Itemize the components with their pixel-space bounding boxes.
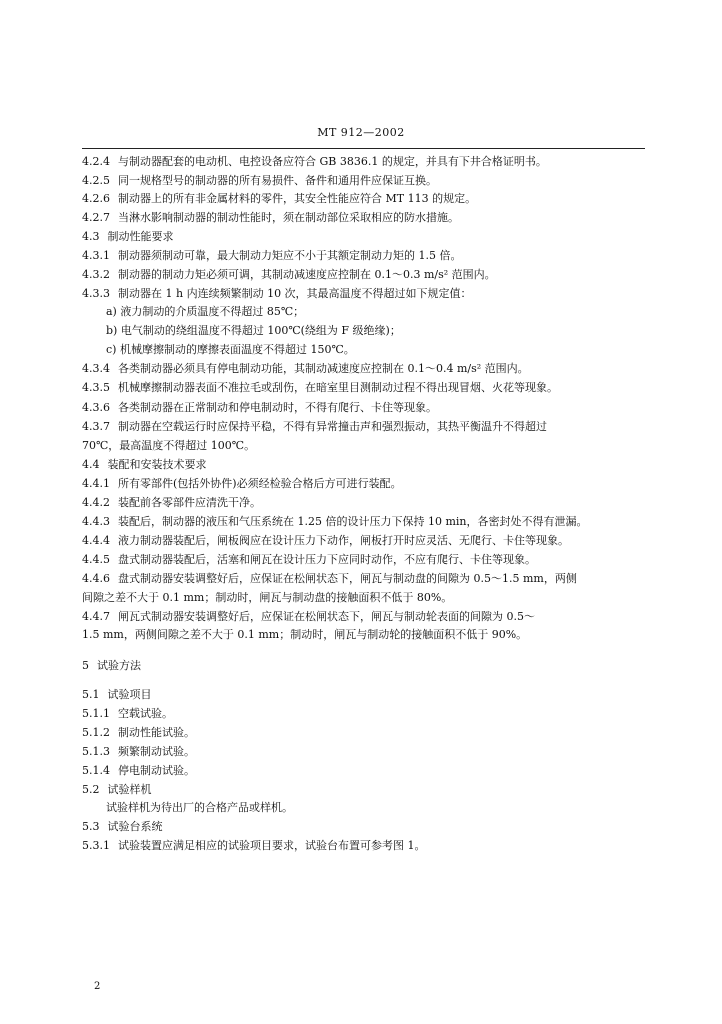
text-line xyxy=(106,324,401,338)
clause-text: 制动器的制动力矩必须可调，其制动减速度应控制在 0.1～0.3 m/s² 范围内。 xyxy=(118,268,496,281)
text-line xyxy=(106,343,355,357)
text-line xyxy=(82,534,569,548)
text-line xyxy=(82,362,529,376)
text-line xyxy=(82,688,152,702)
clause-text: 制动器在空载运行时应保持平稳，不得有异常撞击声和强烈振动，其热平衡温升不得超过 xyxy=(118,420,547,433)
clause-text: 装配后，制动器的液压和气压系统在 1.25 倍的设计压力下保持 10 min，各密封处不得有泄漏。 xyxy=(118,515,588,528)
clause-text: 试验装置应满足相应的试验项目要求，试验台布置可参考图 1。 xyxy=(118,839,426,852)
clause-number: 5.1.4 xyxy=(82,764,110,777)
clause-number: 4.4.1 xyxy=(82,477,110,490)
clause-number: 4.2.7 xyxy=(82,211,110,224)
clause-text: b) 电气制动的绕组温度不得超过 100℃(绕组为 F 级绝缘)； xyxy=(106,324,401,337)
text-line xyxy=(82,458,207,472)
clause-number: 4.4.2 xyxy=(82,496,110,509)
clause-number: 5.1.1 xyxy=(82,707,110,720)
text-line xyxy=(82,839,426,853)
text-line xyxy=(82,268,496,282)
text-line xyxy=(106,305,304,319)
clause-number: 4.4.6 xyxy=(82,572,110,585)
clause-number: 5 xyxy=(82,659,89,672)
clause-text: 闸瓦式制动器安装调整好后，应保证在松闸状态下，闸瓦与制动轮表面的间隙为 0.5～ xyxy=(118,610,535,623)
clause-number: 5.3 xyxy=(82,820,100,833)
clause-text: 试验样机 xyxy=(107,783,152,796)
clause-number: 5.3.1 xyxy=(82,839,110,852)
text-line xyxy=(82,230,174,244)
header-rule xyxy=(82,148,645,149)
clause-number: 4.2.5 xyxy=(82,174,110,187)
clause-number: 4.3.2 xyxy=(82,268,110,281)
text-line xyxy=(82,726,195,740)
text-line xyxy=(82,155,547,169)
clause-text: 停电制动试验。 xyxy=(118,764,195,777)
clause-text: 所有零部件(包括外协件)必须经检验合格后方可进行装配。 xyxy=(118,477,402,490)
clause-text: 试验样机为待出厂的合格产品或样机。 xyxy=(106,801,293,814)
clause-text: 试验台系统 xyxy=(107,820,163,833)
text-line xyxy=(82,381,558,395)
clause-text: 各类制动器在正常制动和停电制动时，不得有爬行、卡住等现象。 xyxy=(118,401,437,414)
clause-text: 制动器须制动可靠，最大制动力矩应不小于其额定制动力矩的 1.5 倍。 xyxy=(118,249,462,262)
clause-text: 盘式制动器安装调整好后，应保证在松闸状态下，闸瓦与制动盘的间隙为 0.5～1.5 mm，两侧 xyxy=(118,572,577,585)
text-line xyxy=(82,610,535,624)
clause-number: 5.1.2 xyxy=(82,726,110,739)
clause-number: 4.3 xyxy=(82,230,100,243)
clause-text: 制动性能要求 xyxy=(107,230,174,243)
clause-text: 间隙之差不大于 0.1 mm；制动时，闸瓦与制动盘的接触面积不低于 80%。 xyxy=(82,591,453,604)
clause-number: 4.4.4 xyxy=(82,534,110,547)
clause-text: 机械摩擦制动器表面不准拉毛或刮伤，在暗室里目测制动过程不得出现冒烟、火花等现象。 xyxy=(118,381,558,394)
text-line xyxy=(82,572,577,586)
text-line xyxy=(106,801,293,815)
text-line xyxy=(82,591,452,605)
clause-text: c) 机械摩擦制动的摩擦表面温度不得超过 150℃。 xyxy=(106,343,355,356)
text-line xyxy=(82,401,437,415)
text-line xyxy=(82,192,476,206)
clause-number: 5.1 xyxy=(82,688,100,701)
clause-number: 4.3.7 xyxy=(82,420,110,433)
clause-text: 频繁制动试验。 xyxy=(118,745,195,758)
text-line xyxy=(82,287,472,301)
clause-text: 制动器在 1 h 内连续频繁制动 10 次，其最高温度不得超过如下规定值： xyxy=(118,287,472,300)
clause-text: 空载试验。 xyxy=(118,707,173,720)
clause-number: 4.3.4 xyxy=(82,362,110,375)
clause-text: 同一规格型号的制动器的所有易损件、备件和通用件应保证互换。 xyxy=(118,174,437,187)
clause-text: a) 液力制动的介质温度不得超过 85℃； xyxy=(106,305,305,318)
clause-number: 4.2.4 xyxy=(82,155,110,168)
text-line xyxy=(82,420,547,434)
standard-code-header: MT 912—2002 xyxy=(317,126,405,139)
clause-number: 5.1.3 xyxy=(82,745,110,758)
clause-number: 4.4.7 xyxy=(82,610,110,623)
clause-text: 制动器上的所有非金属材料的零件，其安全性能应符合 MT 113 的规定。 xyxy=(118,192,477,205)
text-line xyxy=(82,515,588,529)
clause-number: 4.3.6 xyxy=(82,401,110,414)
text-line xyxy=(82,477,402,491)
page-number: 2 xyxy=(94,981,101,992)
clause-number: 5.2 xyxy=(82,783,100,796)
clause-text: 试验方法 xyxy=(97,659,141,672)
clause-number: 4.3.3 xyxy=(82,287,110,300)
clause-text: 当淋水影响制动器的制动性能时，须在制动部位采取相应的防水措施。 xyxy=(118,211,459,224)
clause-text: 各类制动器必须具有停电制动功能，其制动减速度应控制在 0.1～0.4 m/s² 范围内。 xyxy=(118,362,529,375)
text-line xyxy=(82,764,195,778)
text-line xyxy=(82,783,152,797)
clause-text: 液力制动器装配后，闸板阀应在设计压力下动作，闸板打开时应灵活、无爬行、卡住等现象。 xyxy=(118,534,569,547)
clause-number: 4.3.5 xyxy=(82,381,110,394)
clause-text: 与制动器配套的电动机、电控设备应符合 GB 3836.1 的规定，并具有下井合格证明书。 xyxy=(118,155,547,168)
text-line xyxy=(82,628,527,642)
clause-text: 装配前各零部件应清洗干净。 xyxy=(118,496,261,509)
clause-number: 4.4.3 xyxy=(82,515,110,528)
clause-text: 试验项目 xyxy=(107,688,152,701)
clause-number: 4.3.1 xyxy=(82,249,110,262)
clause-text: 装配和安装技术要求 xyxy=(107,458,207,471)
clause-number: 4.4 xyxy=(82,458,100,471)
text-line xyxy=(82,820,163,834)
text-line xyxy=(82,659,141,673)
text-line xyxy=(82,439,255,453)
text-line xyxy=(82,211,459,225)
text-line xyxy=(82,553,536,567)
text-line xyxy=(82,174,437,188)
text-line xyxy=(82,249,462,263)
text-line xyxy=(82,496,261,510)
clause-text: 盘式制动器装配后，活塞和闸瓦在设计压力下应同时动作，不应有爬行、卡住等现象。 xyxy=(118,553,536,566)
clause-number: 4.4.5 xyxy=(82,553,110,566)
clause-text: 70℃，最高温度不得超过 100℃。 xyxy=(82,439,256,452)
clause-text: 制动性能试验。 xyxy=(118,726,195,739)
clause-text: 1.5 mm，两侧间隙之差不大于 0.1 mm；制动时，闸瓦与制动轮的接触面积不低于 90%。 xyxy=(82,628,528,641)
text-line xyxy=(82,745,195,759)
text-line xyxy=(82,707,173,721)
clause-number: 4.2.6 xyxy=(82,192,110,205)
